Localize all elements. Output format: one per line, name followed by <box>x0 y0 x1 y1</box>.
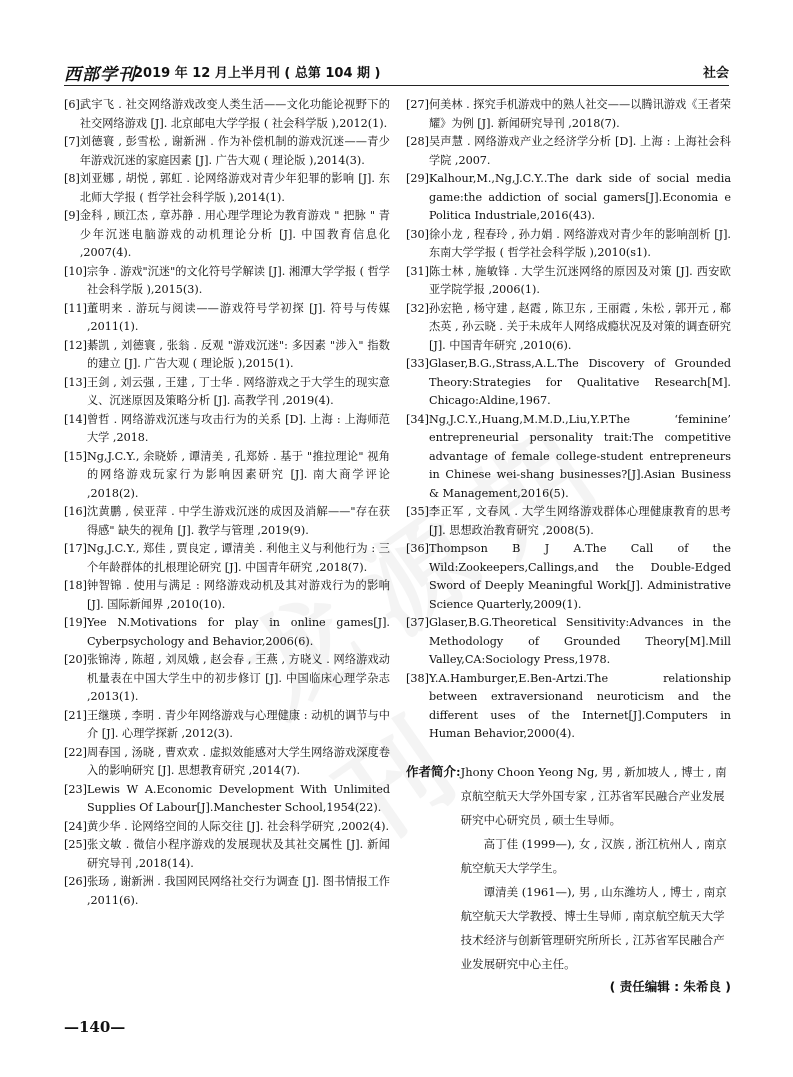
reference-number: [22] <box>64 745 87 759</box>
reference-number: [35] <box>406 505 429 518</box>
reference-number: [38] <box>406 671 429 685</box>
reference-number: [7] <box>64 135 80 148</box>
reference-item <box>406 355 731 411</box>
reference-item <box>64 836 390 873</box>
reference-text: 刘德寰 , 彭雪松 , 谢新洲 . 作为补偿机制的游戏沉迷——青少年游戏沉迷的家庭因素 [J]. 广告大观 ( 理论版 ),2014(3). <box>79 135 390 167</box>
reference-text: Yee N.Motivations for play in online games[J]. Cyberpsychology and Behavior,2006(6). <box>86 616 390 648</box>
reference-item <box>406 540 731 614</box>
reference-item <box>406 503 731 540</box>
reference-text: Glaser,B.G.Theoretical Sensitivity:Advances in the Methodology of Grounded Theory[M].Mill Valley,CA:Sociology Press,1978. <box>428 616 731 666</box>
reference-number: [21] <box>64 708 87 722</box>
header-rule <box>64 85 729 86</box>
reference-item <box>406 96 731 133</box>
reference-item <box>64 448 390 504</box>
reference-text: Y.A.Hamburger,E.Ben-Artzi.The relationship between extraversionand neuroticism and the different uses of the Internet[J].Computers in Human Behavior,2000(4). <box>428 671 731 740</box>
reference-text: 张锦涛 , 陈超 , 刘凤娥 , 赵会春 , 王燕 , 方晓义 . 网络游戏动机量表在中国大学生中的初步修订 [J]. 中国临床心理学杂志 ,2013(1). <box>86 653 390 703</box>
reference-number: [6] <box>64 98 80 111</box>
reference-text: 曾哲 . 网络游戏沉迷与攻击行为的关系 [D]. 上海 : 上海师范大学 ,2018. <box>86 412 390 444</box>
reference-item <box>64 818 390 837</box>
reference-number: [31] <box>406 264 429 278</box>
author-paragraph: 谭清美 (1961—), 男 , 山东潍坊人 , 博士 , 南京航空航天大学教授、博士生导师 , 南京航空航天大学技术经济与创新管理研究所所长 , 江苏省军民融合产业发展研究中心主任。 <box>460 884 727 971</box>
reference-number: [17] <box>64 542 87 555</box>
journal-logo: 西部学刊 <box>64 65 136 85</box>
reference-item <box>64 707 390 744</box>
reference-item <box>406 226 731 263</box>
reference-item <box>64 96 390 133</box>
reference-item <box>64 170 390 207</box>
reference-number: [8] <box>64 172 80 185</box>
reference-item <box>406 170 731 226</box>
reference-number: [36] <box>406 542 429 555</box>
reference-number: [10] <box>64 264 87 278</box>
reference-text: Kalhour,M.,Ng,J.C.Y..The dark side of social media game:the addiction of social gamers[J].Economia e Politica Industriale,2016(43). <box>428 172 731 222</box>
reference-item <box>64 503 390 540</box>
reference-text: 宗争 . 游戏"沉迷"的文化符号学解读 [J]. 湘潭大学学报 ( 哲学社会科学版 ),2015(3). <box>86 264 390 296</box>
page-number: —140— <box>64 1018 126 1036</box>
reference-number: [19] <box>64 616 87 629</box>
reference-number: [23] <box>64 782 87 796</box>
reference-item <box>64 577 390 614</box>
reference-number: [13] <box>64 375 87 389</box>
reference-text: 陈士林 , 施敏锋 . 大学生沉迷网络的原因及对策 [J]. 西安欧亚学院学报 ,2006(1). <box>428 264 731 296</box>
reference-text: 张玚 , 谢新洲 . 我国网民网络社交行为调查 [J]. 图书情报工作 ,2011(6). <box>86 875 390 907</box>
reference-item <box>64 374 390 411</box>
issue-info: 2019 年 12 月上半月刊 ( 总第 104 期 ) <box>134 66 381 81</box>
reference-item <box>64 337 390 374</box>
reference-number: [14] <box>64 412 87 426</box>
reference-number: [26] <box>64 875 87 888</box>
reference-text: Lewis W A.Economic Development With Unlimited Supplies Of Labour[J].Manchester School,1954(22). <box>86 782 390 814</box>
reference-number: [16] <box>64 505 87 518</box>
reference-number: [27] <box>406 98 429 111</box>
reference-number: [28] <box>406 135 429 148</box>
reference-text: 李正军 , 文春风 . 大学生网络游戏群体心理健康教育的思考 [J]. 思想政治教育研究 ,2008(5). <box>428 505 731 537</box>
reference-number: [29] <box>406 172 429 185</box>
reference-item <box>64 300 390 337</box>
reference-text: Ng,J.C.Y., 余晓娇 , 谭清美 , 孔郑娇 . 基于 "推拉理论" 视角的网络游戏玩家行为影响因素研究 [J]. 南大商学评论 ,2018(2). <box>86 449 390 500</box>
reference-item <box>64 651 390 707</box>
reference-item <box>406 300 731 356</box>
page-header <box>64 58 729 84</box>
reference-item <box>64 263 390 300</box>
reference-text: 张文敏 . 微信小程序游戏的发展现状及其社交属性 [J]. 新闻研究导刊 ,2018(14). <box>86 838 390 870</box>
reference-number: [12] <box>64 338 87 352</box>
reference-item <box>64 744 390 781</box>
reference-text: 周春国 , 汤晓 , 曹欢欢 . 虚拟效能感对大学生网络游戏深度卷入的影响研究 [J]. 思想教育研究 ,2014(7). <box>86 745 390 777</box>
reference-text: 王继瑛 , 李明 . 青少年网络游戏与心理健康 : 动机的调节与中介 [J]. 心理学探新 ,2012(3). <box>86 708 390 740</box>
reference-text: 王剑 , 刘云强 , 王建 , 丁士华 . 网络游戏之于大学生的现实意义、沉迷原因及策略分析 [J]. 高教学刊 ,2019(4). <box>86 375 390 407</box>
reference-text: 武宇飞 . 社交网络游戏改变人类生活——文化功能论视野下的社交网络游戏 [J]. 北京邮电大学学报 ( 社会科学版 ),2012(1). <box>79 98 390 130</box>
reference-text: Thompson B J A.The Call of the Wild:Zookeepers,Callings,and the Double-Edged Sword of Deeply Meaningful Work[J]. Administrative Science Quarterly,2009(1). <box>428 542 731 611</box>
author-info-label: 作者简介: <box>406 763 461 779</box>
reference-number: [37] <box>406 616 429 629</box>
references-left-column <box>64 96 390 910</box>
reference-text: 吴声慧 . 网络游戏产业之经济学分析 [D]. 上海 : 上海社会科学院 ,2007. <box>428 135 731 167</box>
reference-number: [11] <box>64 301 87 315</box>
reference-item <box>64 133 390 170</box>
reference-text: Ng,J.C.Y., 郑佳 , 贾良定 , 谭清美 . 利他主义与利他行为 : 三个年龄群体的扎根理论研究 [J]. 中国青年研究 ,2018(7). <box>86 542 390 574</box>
author-paragraphs <box>461 760 731 976</box>
section-label: 社会 <box>702 66 729 81</box>
reference-item <box>64 781 390 818</box>
reference-text: 孙宏艳 , 杨守建 , 赵霞 , 陈卫东 , 王丽霞 , 朱松 , 郭开元 , 郗杰英 , 孙云晓 . 关于未成年人网络成瘾状况及对策的调查研究 [J]. 中国青年研究 ,2010(6). <box>428 301 731 352</box>
reference-number: [20] <box>64 653 87 666</box>
reference-text: 钟智锦 . 使用与满足 : 网络游戏动机及其对游戏行为的影响 [J]. 国际新闻界 ,2010(10). <box>86 579 390 611</box>
references-right-list <box>406 96 731 744</box>
reference-number: [30] <box>406 227 429 241</box>
reference-number: [24] <box>64 819 87 833</box>
author-paragraph: 高丁佳 (1999—), 女 , 汉族 , 浙江杭州人 , 南京航空航天大学学生。 <box>460 836 727 875</box>
reference-text: 金科 , 顾江杰 , 章苏静 . 用心理学理论为教育游戏 " 把脉 " 青少年沉迷电脑游戏的动机理论分析 [J]. 中国教育信息化 ,2007(4). <box>79 209 390 259</box>
reference-text: 黄少华 . 论网络空间的人际交往 [J]. 社会科学研究 ,2002(4). <box>86 819 390 833</box>
author-info <box>406 760 731 997</box>
reference-text: Ng,J.C.Y.,Huang,M.M.D.,Liu,Y.P.The ‘feminine’ entrepreneurial personality trait:The competitive advantage of female college-student entrepreneurs in Chinese wei-shang businesses?[J].Asian Business & Management,2016(5). <box>428 412 731 500</box>
reference-number: [25] <box>64 838 87 851</box>
reference-number: [34] <box>406 412 429 426</box>
reference-number: [33] <box>406 357 429 370</box>
reference-text: 董明来 . 游玩与阅读——游戏符号学初探 [J]. 符号与传媒 ,2011(1). <box>86 301 390 333</box>
author-paragraph: Jhony Choon Yeong Ng, 男 , 新加坡人 , 博士 , 南京航空航天大学外国专家 , 江苏省军民融合产业发展研究中心研究员 , 硕士生导师。 <box>460 764 727 827</box>
reference-number: [15] <box>64 449 87 463</box>
reference-item <box>64 873 390 910</box>
responsible-editor: ( 责任编辑 : 朱希良 ) <box>609 978 731 994</box>
reference-number: [18] <box>64 579 87 592</box>
reference-item <box>406 670 731 744</box>
reference-item <box>64 207 390 263</box>
reference-number: [9] <box>64 209 80 222</box>
reference-text: 綦凯 , 刘德寰 , 张翁 . 反观 "游戏沉迷": 多因素 "涉入" 指数的建立 [J]. 广告大观 ( 理论版 ),2015(1). <box>86 338 390 370</box>
reference-text: Glaser,B.G.,Strass,A.L.The Discovery of Grounded Theory:Strategies for Qualitative Research[M]. Chicago:Aldine,1967. <box>428 357 731 407</box>
reference-number: [32] <box>406 301 429 315</box>
reference-text: 徐小龙 , 程春玲 , 孙力娟 . 网络游戏对青少年的影响剖析 [J]. 东南大学学报 ( 哲学社会科学版 ),2010(s1). <box>428 227 731 259</box>
reference-item <box>406 614 731 670</box>
reference-text: 刘亚娜 , 胡悦 , 郭虹 . 论网络游戏对青少年犯罪的影响 [J]. 东北师大学报 ( 哲学社会科学版 ),2014(1). <box>79 172 390 204</box>
reference-item <box>406 411 731 504</box>
references-right-column <box>406 96 731 996</box>
reference-item <box>406 133 731 170</box>
reference-text: 沈黄鹏 , 侯亚萍 . 中学生游戏沉迷的成因及消解——"存在获得感" 缺失的视角 [J]. 教学与管理 ,2019(9). <box>86 505 390 537</box>
reference-item <box>64 540 390 577</box>
reference-item <box>64 411 390 448</box>
reference-item <box>64 614 390 651</box>
reference-text: 何美林 . 探究手机游戏中的熟人社交——以腾讯游戏《王者荣耀》为例 [J]. 新闻研究导刊 ,2018(7). <box>428 98 731 130</box>
reference-item <box>406 263 731 300</box>
